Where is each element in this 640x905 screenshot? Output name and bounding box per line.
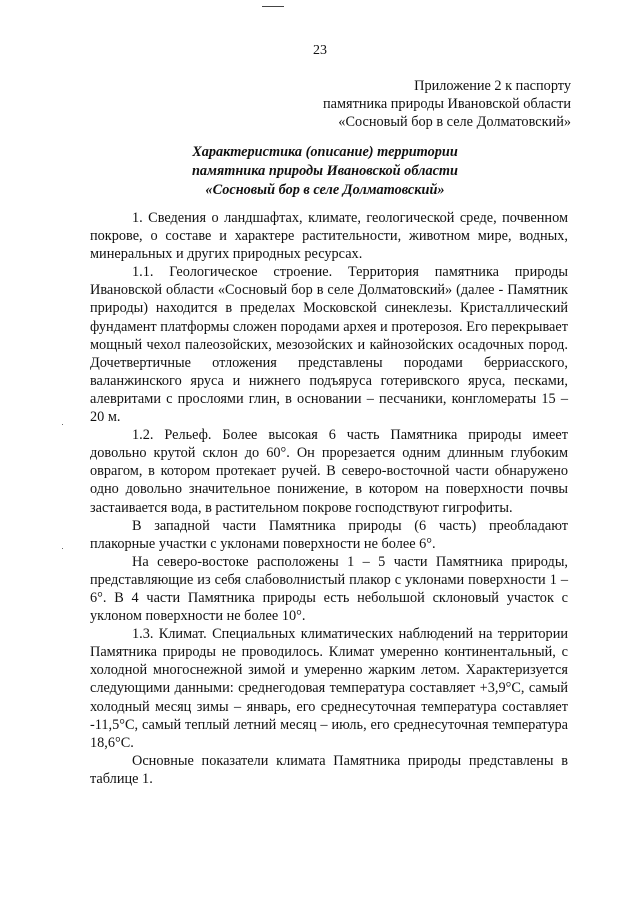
paragraph-western-part: В западной части Памятника природы (6 часть) преобладают плакорные участки с уклонами поверхности не более 6°. bbox=[90, 517, 568, 552]
paragraph-relief: 1.2. Рельеф. Более высокая 6 часть Памятника природы имеет довольно крутой склон до 60°. Он прорезается одним длинным глубоким оврагом, в котором протекает ручей. В северо-восточной части обнаружено одно довольно значительное понижение, в котором на поверхности почвы застаивается вода, в растительном покрове господствуют гигрофиты. bbox=[90, 427, 568, 516]
appendix-line: «Сосновый бор в селе Долматовский» bbox=[338, 114, 571, 130]
appendix-line: памятника природы Ивановской области bbox=[322, 96, 571, 112]
paragraph-climate: 1.3. Климат. Специальных климатических наблюдений на территории Памятника природы не проводилось. Климат умеренно континентальный, с холодной многоснежной зимой и умеренно жарким летом. Характеризуется следующими данными: среднегодовая температура составляет +3,9°С, самый холодный месяц зимы – январь, его среднесуточная температура составляет -11,5°С, самый теплый летний месяц – июль, его среднесуточная температура 18,6°С. bbox=[90, 626, 568, 751]
appendix-header bbox=[323, 77, 571, 131]
top-rule bbox=[262, 6, 284, 7]
page-number: 23 bbox=[313, 43, 327, 58]
document-title bbox=[130, 143, 520, 200]
paragraph-northeast: На северо-востоке расположены 1 – 5 части Памятника природы, представляющие из себя слабоволнистый плакор с уклонами поверхности 1 – 6°. В 4 части Памятника природы есть небольшой склоновый участок с уклоном поверхности не более 10°. bbox=[90, 553, 568, 625]
scan-speck bbox=[62, 548, 63, 549]
title-line: памятника природы Ивановской области bbox=[191, 163, 459, 179]
title-line: Характеристика (описание) территории bbox=[192, 144, 458, 160]
paragraph-landscape-info: 1. Сведения о ландшафтах, климате, геологической среде, почвенном покрове, о составе и характере растительности, животном мире, водных, минеральных и других природных ресурсах. bbox=[90, 210, 568, 263]
document-body bbox=[90, 209, 568, 788]
paragraph-climate-table-ref: Основные показатели климата Памятника природы представлены в таблице 1. bbox=[90, 752, 568, 787]
scan-speck bbox=[62, 424, 63, 425]
title-line: «Сосновый бор в селе Долматовский» bbox=[205, 182, 445, 198]
paragraph-geology: 1.1. Геологическое строение. Территория памятника природы Ивановской области «Сосновый бор в селе Долматовский» (далее - Памятник природы) находится в пределах Московской синеклезы. Кристаллический фундамент платформы сложен породами архея и протерозоя. Его перекрывает мощный чехол палеозойских, мезозойских и кайнозойских осадочных пород. Дочетвертичные отложения представлены породами берриасского, валанжинского яруса и нижнего подъяруса готеривского яруса, песками, алевритами с прослоями глин, в основании – песчаники, конгломераты 15 – 20 м. bbox=[90, 264, 568, 426]
appendix-line: Приложение 2 к паспорту bbox=[414, 78, 571, 94]
